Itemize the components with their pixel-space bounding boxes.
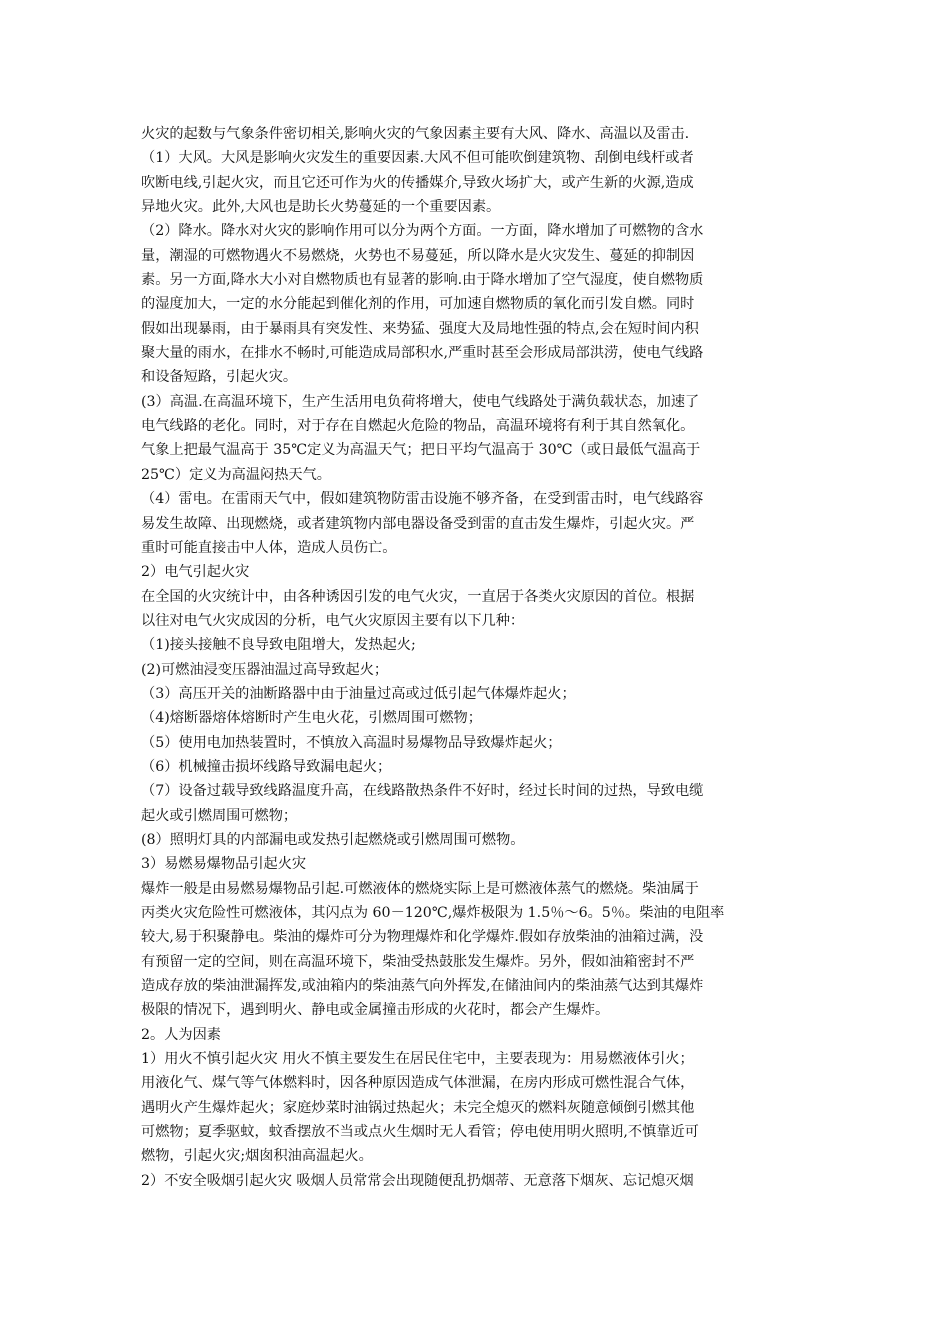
- list-item: （4)熔断器熔体熔断时产生电火花，引燃周围可燃物；: [141, 710, 482, 727]
- text-line: 燃物，引起火灾;烟囱积油高温起火。: [141, 1148, 373, 1165]
- text-line: 的湿度加大，一定的水分能起到催化剂的作用，可加速自燃物质的氧化而引发自燃。同时: [141, 296, 695, 313]
- section-heading: 2）电气引起火灾: [141, 564, 250, 581]
- text-line: 起火或引燃周围可燃物；: [141, 807, 298, 824]
- section-heading: 3）易燃易爆物品引起火灾: [141, 856, 307, 873]
- section-heading: 2。人为因素: [141, 1026, 221, 1043]
- document-body: [141, 122, 809, 1193]
- text-line: 25℃）定义为高温闷热天气。: [141, 466, 331, 483]
- list-item: （3）高压开关的油断路器中由于油量过高或过低引起气体爆炸起火；: [141, 685, 576, 702]
- text-line: 聚大量的雨水，在排水不畅时,可能造成局部积水,严重时甚至会形成局部洪涝，使电气线路: [141, 345, 704, 362]
- text-line: 以往对电气火灾成因的分析，电气火灾原因主要有以下几种：: [141, 612, 525, 629]
- text-line: 较大,易于积聚静电。柴油的爆炸可分为物理爆炸和化学爆炸.假如存放柴油的油箱过满，没: [141, 929, 704, 946]
- text-line: 遇明火产生爆炸起火；家庭炒菜时油锅过热起火；未完全熄灭的燃料灰随意倾倒引燃其他: [141, 1099, 695, 1116]
- text-line: 爆炸一般是由易燃易爆物品引起.可燃液体的燃烧实际上是可燃液体蒸气的燃烧。柴油属于: [141, 880, 699, 897]
- list-item: （5）使用电加热装置时，不慎放入高温时易爆物品导致爆炸起火；: [141, 734, 562, 751]
- text-line: 极限的情况下，遇到明火、静电或金属撞击形成的火花时，都会产生爆炸。: [141, 1002, 610, 1019]
- list-item: (2)可燃油浸变压器油温过高导致起火；: [141, 661, 389, 678]
- text-line: （2）降水。降水对火灾的影响作用可以分为两个方面。一方面，降水增加了可燃物的含水: [141, 223, 704, 240]
- text-line: 火灾的起数与气象条件密切相关,影响火灾的气象因素主要有大风、降水、高温以及雷击.: [141, 126, 690, 142]
- text-line: 用液化气、煤气等气体燃料时，因各种原因造成气体泄漏，在房内形成可燃性混合气体，: [141, 1075, 695, 1092]
- text-line: 丙类火灾危险性可燃液体，其闪点为 60－120℃,爆炸极限为 1.5％～6。5％。柴油的电阻率: [141, 905, 725, 921]
- text-line: 素。另一方面,降水大小对自燃物质也有显著的影响.由于降水增加了空气湿度，使自燃物质: [141, 272, 704, 289]
- text-line: 1）用火不慎引起火灾 用火不慎主要发生在居民住宅中，主要表现为：用易燃液体引火；: [141, 1051, 694, 1068]
- text-line: 吹断电线,引起火灾，而且它还可作为火的传播媒介,导致火场扩大，或产生新的火源,造成: [141, 174, 694, 191]
- text-line: 2）不安全吸烟引起火灾 吸烟人员常常会出现随便乱扔烟蒂、无意落下烟灰、忘记熄灭烟: [141, 1172, 694, 1189]
- text-line: （1）大风。大风是影响火灾发生的重要因素.大风不但可能吹倒建筑物、刮倒电线杆或者: [141, 150, 694, 167]
- text-line: 重时可能直接击中人体，造成人员伤亡。: [141, 539, 397, 556]
- list-item: （1)接头接触不良导致电阻增大，发热起火;: [141, 637, 416, 654]
- text-line: 可燃物；夏季驱蚊，蚊香摆放不当或点火生烟时无人看管；停电使用明火照明,不慎靠近可: [141, 1124, 699, 1141]
- text-line: 易发生故障、出现燃烧，或者建筑物内部电器设备受到雷的直击发生爆炸，引起火灾。严: [141, 515, 695, 532]
- text-line: 量，潮湿的可燃物遇火不易燃烧，火势也不易蔓延，所以降水是火灾发生、蔓延的抑制因: [141, 247, 695, 264]
- text-line: (3）高温.在高温环境下，生产生活用电负荷将增大，使电气线路处于满负载状态，加速了: [141, 393, 700, 410]
- list-item: （7）设备过载导致线路温度升高，在线路散热条件不好时，经过长时间的过热，导致电缆: [141, 783, 704, 800]
- text-line: 有预留一定的空间，则在高温环境下，柴油受热鼓胀发生爆炸。另外，假如油箱密封不严: [141, 953, 695, 970]
- text-line: 气象上把最气温高于 35℃定义为高温天气；把日平均气温高于 30℃（或日最低气温高于: [141, 442, 701, 459]
- text-line: （4）雷电。在雷雨天气中，假如建筑物防雷击设施不够齐备，在受到雷击时，电气线路容: [141, 491, 704, 508]
- list-item: （6）机械撞击损坏线路导致漏电起火；: [141, 758, 392, 775]
- list-item: (8）照明灯具的内部漏电或发热引起燃烧或引燃周围可燃物。: [141, 831, 525, 848]
- text-line: 假如出现暴雨，由于暴雨具有突发性、来势猛、强度大及局地性强的特点,会在短时间内积: [141, 320, 699, 337]
- text-line: 造成存放的柴油泄漏挥发,或油箱内的柴油蒸气向外挥发,在储油间内的柴油蒸气达到其爆炸: [141, 978, 704, 995]
- text-line: 电气线路的老化。同时，对于存在自燃起火危险的物品，高温环境将有利于其自然氧化。: [141, 418, 695, 435]
- text-line: 异地火灾。此外,大风也是助长火势蔓延的一个重要因素。: [141, 199, 501, 216]
- text-line: 在全国的火灾统计中，由各种诱因引发的电气火灾，一直居于各类火灾原因的首位。根据: [141, 588, 695, 605]
- text-line: 和设备短路，引起火灾。: [141, 369, 298, 386]
